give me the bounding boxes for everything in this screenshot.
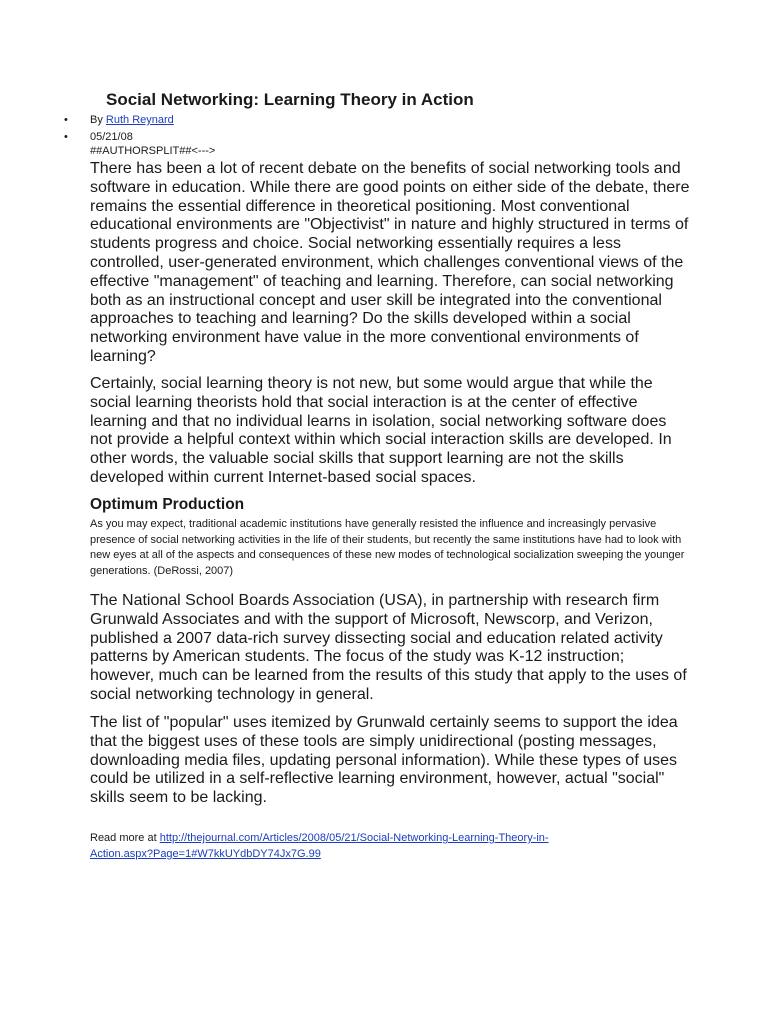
paragraph-3: As you may expect, traditional academic institutions have generally resisted the influence and increasingly pervasive presence of social networking activities in the life of their students, but recently the same institutions have had to look with new eyes at all of the aspects and consequences of these new modes of technological socialization sweeping the younger generations. (DeRossi, 2007)	[90, 518, 685, 578]
byline-prefix: By	[90, 114, 103, 126]
article-meta-list	[64, 113, 215, 161]
byline-item	[64, 113, 215, 127]
article-title: Social Networking: Learning Theory in Action	[106, 90, 474, 109]
author-split-marker: ##AUTHORSPLIT##<--->	[90, 145, 216, 157]
read-more-prefix: Read more at	[90, 832, 157, 844]
date-item	[64, 130, 215, 158]
bullet-icon: •	[64, 131, 68, 143]
article-date: 05/21/08	[90, 131, 133, 143]
read-more-link[interactable]: http://thejournal.com/Articles/2008/05/21/Social-Networking-Learning-Theory-in-Action.aspx?Page=1#W7kkUYdbDY74Jx7G.99	[90, 832, 549, 860]
paragraph-4: The National School Boards Association (USA), in partnership with research firm Grunwald Associates and with the support of Microsoft, Newscorp, and Verizon, published a 2007 data-rich survey dissecting social and education related activity patterns by American students. The focus of the study was K-12 instruction; however, much can be learned from the results of this study that apply to the uses of social networking technology in general.	[90, 592, 687, 703]
read-more	[90, 831, 610, 862]
section-heading: Optimum Production	[90, 496, 245, 513]
paragraph-1: There has been a lot of recent debate on the benefits of social networking tools and software in education. While there are good points on either side of the debate, there remains the essential difference in theoretical positioning. Most conventional educational environments are "Objectivist" in nature and highly structured in terms of students progress and choice. Social networking essentially requires a less controlled, user-generated environment, which challenges conventional views of the effective "management" of teaching and learning. Therefore, can social networking both as an instructional concept and user skill be integrated into the conventional approaches to teaching and learning? Do the skills developed within a social networking environment have value in the more conventional environments of learning?	[90, 160, 690, 365]
paragraph-2: Certainly, social learning theory is not new, but some would argue that while the social learning theorists hold that social interaction is at the center of effective learning and that no individual learns in isolation, social networking software does not provide a helpful context within which social interaction skills are developed. In other words, the valuable social skills that support learning are not the skills developed within current Internet-based social spaces.	[90, 375, 672, 486]
author-link[interactable]: Ruth Reynard	[105, 114, 174, 126]
paragraph-5: The list of "popular" uses itemized by Grunwald certainly seems to support the idea that the biggest uses of these tools are simply unidirectional (posting messages, downloading media files, updating personal information). While these types of uses could be utilized in a self-reflective learning environment, however, actual "social" skills seem to be lacking.	[90, 714, 678, 807]
bullet-icon: •	[64, 114, 68, 126]
